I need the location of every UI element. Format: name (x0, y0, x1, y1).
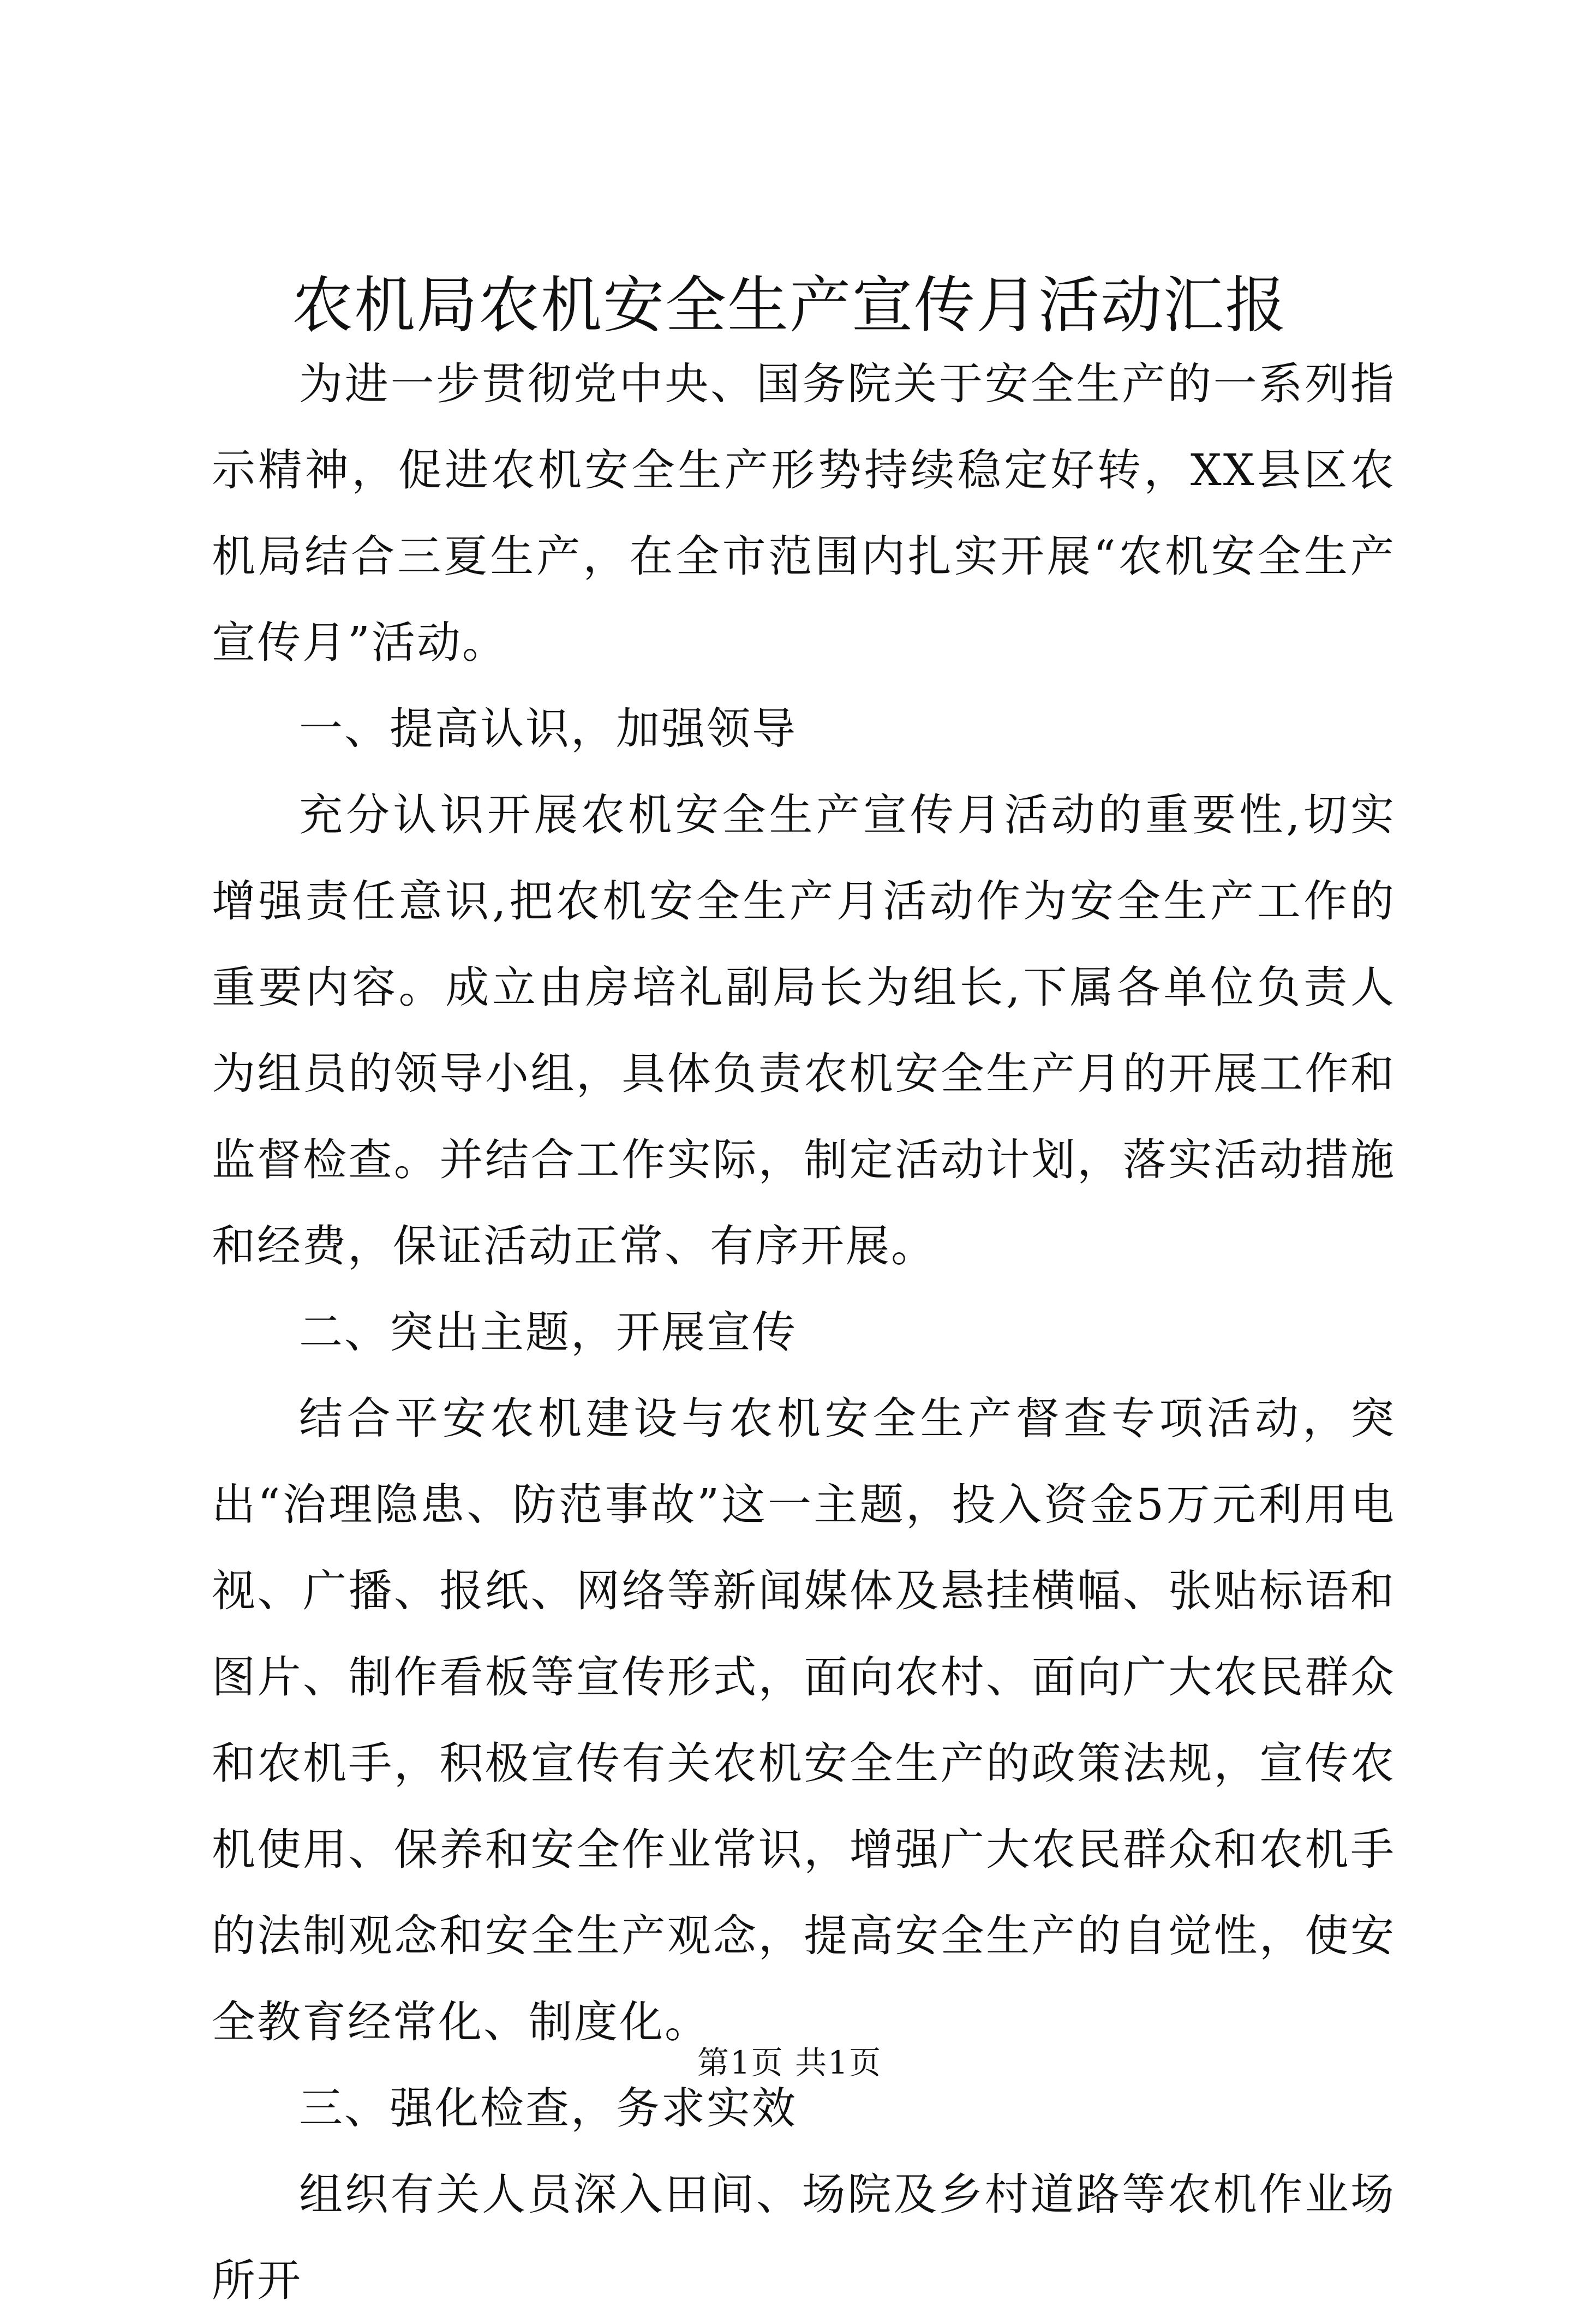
section-3-paragraph: 组织有关人员深入田间、场院及乡村道路等农机作业场所开 (212, 2169, 1396, 2306)
section-1-paragraph: 充分认识开展农机安全生产宣传月活动的重要性,切实增强责任意识,把农机安全生产月活动作为安全生产工作的重要内容。成立由房培礼副局长为组长,下属各单位负责人为组员的领导小组，具体负责农机安全生产月的开展工作和监督检查。并结合工作实际，制定活动计划，落实活动措施和经费，保证活动正常、有序开展。 (212, 790, 1396, 1271)
page-footer: 第1页 共1页 (697, 2044, 882, 2081)
intro-paragraph: 为进一步贯彻党中央、国务院关于安全生产的一系列指示精神，促进农机安全生产形势持续稳定好转，XX县区农机局结合三夏生产，在全市范围内扎实开展“农机安全生产宣传月”活动。 (212, 359, 1396, 668)
document-body (212, 341, 1396, 2324)
section-2-paragraph: 结合平安农机建设与农机安全生产督查专项活动，突出“治理隐患、防范事故”这一主题，投入资金5万元利用电视、广播、报纸、网络等新闻媒体及悬挂横幅、张贴标语和图片、制作看板等宣传形式，面向农村、面向广大农民群众和农机手，积极宣传有关农机安全生产的政策法规，宣传农机使用、保养和安全作业常识，增强广大农民群众和农机手的法制观念和安全生产观念，提高安全生产的自觉性，使安全教育经常化、制度化。 (212, 1393, 1396, 2047)
section-heading-2: 二、突出主题，开展宣传 (299, 1307, 797, 1358)
section-heading-3: 三、强化检查，务求实效 (299, 2083, 797, 2134)
section-heading-1: 一、提高认识，加强领导 (299, 703, 797, 754)
document-title: 农机局农机安全生产宣传月活动汇报 (292, 270, 1287, 341)
